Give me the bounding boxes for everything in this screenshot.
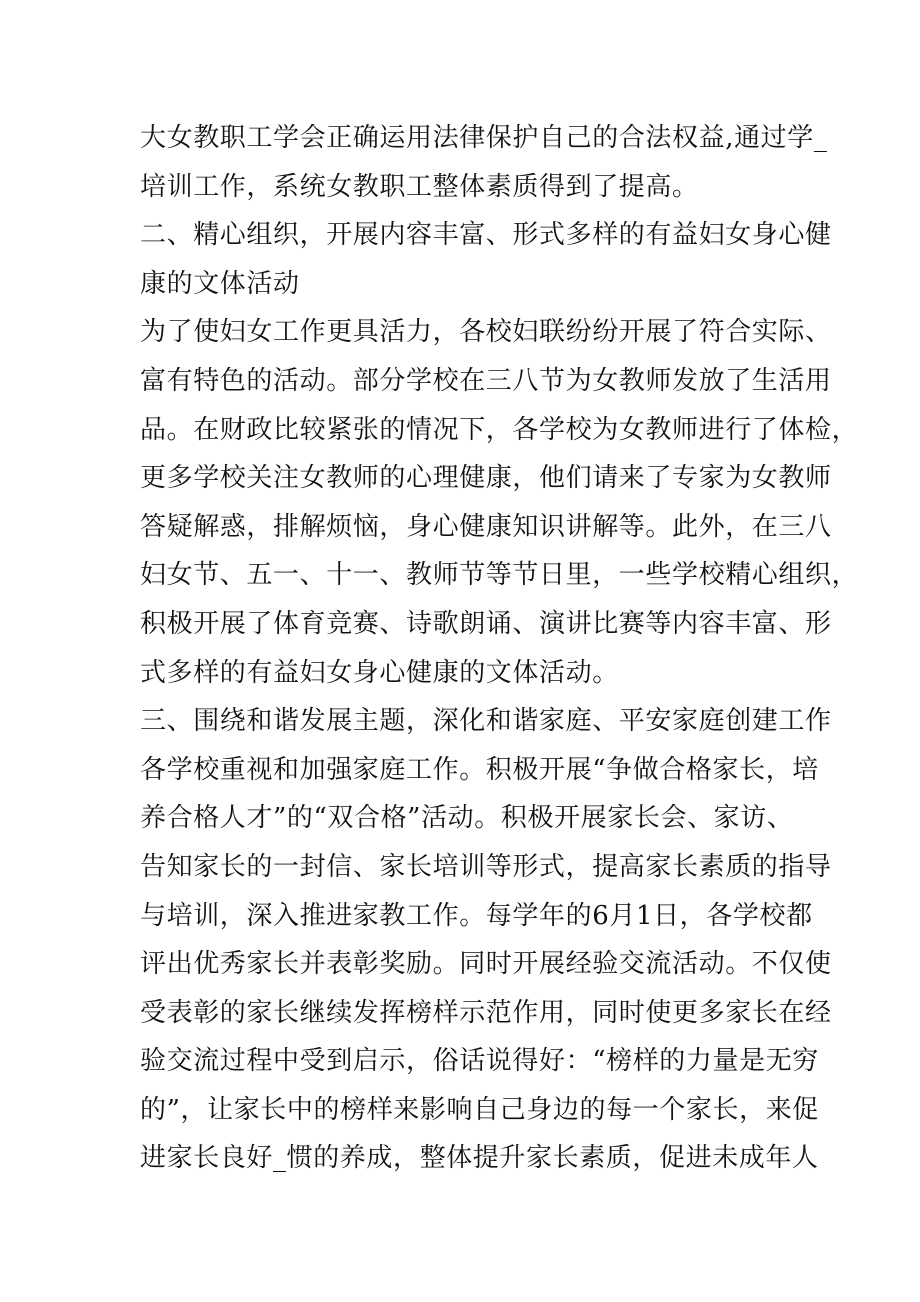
text-line-12: 式多样的有益妇女身心健康的文体活动。 (140, 657, 619, 688)
section-heading-3: 三、围绕和谐发展主题，深化和谐家庭、平安家庭创建工作 (140, 706, 832, 737)
section-heading-2: 二、精心组织，开展内容丰富、形式多样的有益妇女身心健 (140, 220, 832, 251)
text-line-6: 富有特色的活动。部分学校在三八节为女教师发放了生活用 (140, 365, 832, 396)
text-line-14: 各学校重视和加强家庭工作。积极开展“争做合格家长，培 (140, 754, 819, 785)
text-line-22: 进家长良好_惯的养成，整体提升家长素质，促进未成年人 (140, 1143, 819, 1174)
text-line-17: 与培训，深入推进家教工作。每学年的6月1日，各学校都 (140, 900, 813, 931)
text-line-18: 评出优秀家长并表彰奖励。同时开展经验交流活动。不仅使 (140, 949, 832, 980)
text-line-15: 养合格人才”的“双合格”活动。积极开展家长会、家访、 (140, 803, 794, 834)
text-line-9: 答疑解惑，排解烦恼，身心健康知识讲解等。此外，在三八 (140, 511, 832, 542)
text-line-11: 积极开展了体育竞赛、诗歌朗诵、演讲比赛等内容丰富、形 (140, 608, 832, 639)
text-line-16: 告知家长的一封信、家长培训等形式，提高家长素质的指导 (140, 851, 832, 882)
text-line-8: 更多学校关注女教师的心理健康，他们请来了专家为女教师 (140, 463, 832, 494)
text-line-19: 受表彰的家长继续发挥榜样示范作用，同时使更多家长在经 (140, 997, 832, 1028)
text-line-20: 验交流过程中受到启示，俗话说得好：“榜样的力量是无穷 (140, 1046, 819, 1077)
text-line-5: 为了使妇女工作更具活力，各校妇联纷纷开展了符合实际、 (140, 317, 832, 348)
document-body (140, 114, 859, 1183)
text-line-1: 大女教职工学会正确运用法律保护自己的合法权益,通过学_ (140, 123, 828, 153)
text-line-7: 品。在财政比较紧张的情况下，各学校为女教师进行了体检， (140, 414, 859, 445)
text-line-21: 的”，让家长中的榜样来影响自己身边的每一个家长，来促 (140, 1094, 819, 1125)
text-line-2: 培训工作，系统女教职工整体素质得到了提高。 (140, 171, 699, 202)
text-line-10: 妇女节、五一、十一、教师节等节日里，一些学校精心组织， (140, 560, 859, 591)
section-heading-2-cont: 康的文体活动 (140, 268, 300, 299)
